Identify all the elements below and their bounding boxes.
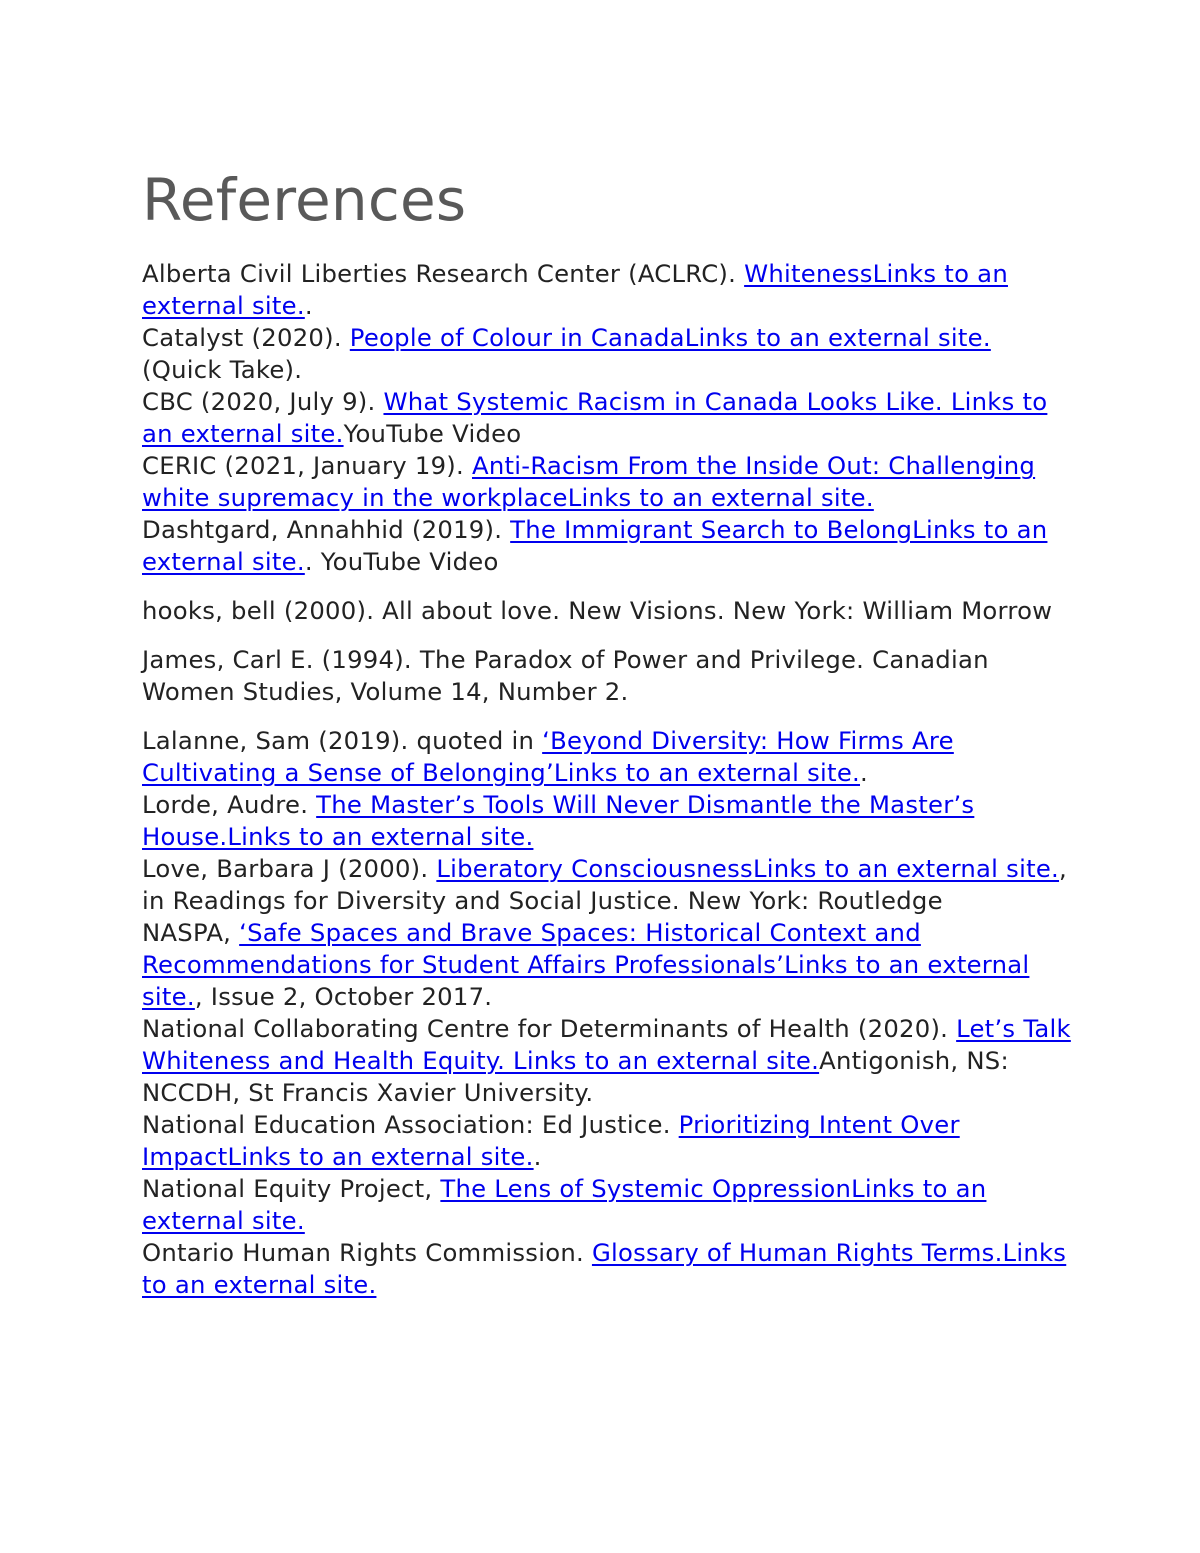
reference-text: National Collaborating Centre for Determinants of Health (2020). — [142, 1014, 957, 1043]
reference-text: Lorde, Audre. — [142, 790, 317, 819]
reference-text: . — [533, 1142, 542, 1171]
reference-text: . — [860, 758, 868, 787]
reference-text: . — [304, 291, 313, 320]
reference-link[interactable]: Anti-Racism From the Inside Out: Challenging white supremacy in the workplaceLinks to an external site. — [142, 451, 1036, 512]
reference-link[interactable]: The Lens of Systemic OppressionLinks to an external site. — [142, 1174, 987, 1235]
reference-entry — [142, 789, 1072, 853]
reference-text: Alberta Civil Liberties Research Center (ACLRC). — [142, 259, 745, 288]
reference-entry — [142, 595, 1072, 627]
reference-entry — [142, 1109, 1072, 1173]
reference-link[interactable]: Let’s Talk Whiteness and Health Equity. Links to an external site. — [142, 1014, 1071, 1075]
reference-text: hooks, bell (2000). All about love. New Visions. New York: William Morrow — [142, 596, 1053, 625]
reference-text: James, Carl E. (1994). The Paradox of Power and Privilege. Canadian Women Studies, Volume 14, Number 2. — [142, 645, 989, 706]
reference-text: , Issue 2, October 2017. — [194, 982, 493, 1011]
reference-text: NASPA, — [142, 918, 240, 947]
reference-link[interactable]: ‘Beyond Diversity: How Firms Are Cultivating a Sense of Belonging’Links to an external site. — [142, 726, 954, 787]
reference-entry — [142, 1013, 1072, 1109]
reference-link[interactable]: The Master’s Tools Will Never Dismantle the Master’s House.Links to an external site. — [142, 790, 975, 851]
reference-entry — [142, 450, 1072, 514]
reference-entry — [142, 917, 1072, 1013]
reference-list — [142, 258, 1072, 1301]
reference-link[interactable]: The Immigrant Search to BelongLinks to an external site. — [142, 515, 1048, 576]
reference-link[interactable]: ‘Safe Spaces and Brave Spaces: Historical Context and Recommendations for Student Affairs Professionals’Links to an external site. — [142, 918, 1030, 1011]
reference-text: Antigonish, NS: NCCDH, St Francis Xavier University. — [142, 1046, 1009, 1107]
reference-text: Love, Barbara J (2000). — [142, 854, 437, 883]
reference-link[interactable]: People of Colour in CanadaLinks to an external site. — [349, 323, 991, 352]
reference-link[interactable]: WhitenessLinks to an external site. — [142, 259, 1008, 320]
reference-entry — [142, 1237, 1072, 1301]
reference-entry — [142, 322, 1072, 386]
document-page — [142, 160, 1072, 1301]
reference-text: , in Readings for Diversity and Social Justice. New York: Routledge — [142, 854, 1068, 915]
reference-link[interactable]: Prioritizing Intent Over ImpactLinks to an external site. — [142, 1110, 960, 1171]
reference-link[interactable]: Glossary of Human Rights Terms.Links to an external site. — [142, 1238, 1067, 1299]
reference-text: National Education Association: Ed Justice. — [142, 1110, 679, 1139]
reference-text: (Quick Take). — [142, 355, 303, 384]
reference-text: National Equity Project, — [142, 1174, 441, 1203]
reference-text: CBC (2020, July 9). — [142, 387, 384, 416]
reference-entry — [142, 644, 1072, 708]
reference-link[interactable]: Liberatory ConsciousnessLinks to an external site. — [436, 854, 1060, 883]
reference-text: YouTube Video — [343, 419, 522, 448]
reference-text: Dashtgard, Annahhid (2019). — [142, 515, 511, 544]
reference-text: Ontario Human Rights Commission. — [142, 1238, 592, 1267]
reference-link[interactable]: What Systemic Racism in Canada Looks Like. Links to an external site. — [142, 387, 1048, 448]
reference-entry — [142, 258, 1072, 322]
reference-entry — [142, 514, 1072, 578]
reference-text: Lalanne, Sam (2019). quoted in — [142, 726, 543, 755]
reference-entry — [142, 853, 1072, 917]
reference-text: CERIC (2021, January 19). — [142, 451, 472, 480]
page-title: References — [142, 166, 467, 234]
reference-entry — [142, 725, 1072, 789]
reference-entry — [142, 1173, 1072, 1237]
reference-text: . YouTube Video — [304, 547, 499, 576]
reference-text: Catalyst (2020). — [142, 323, 350, 352]
reference-entry — [142, 386, 1072, 450]
